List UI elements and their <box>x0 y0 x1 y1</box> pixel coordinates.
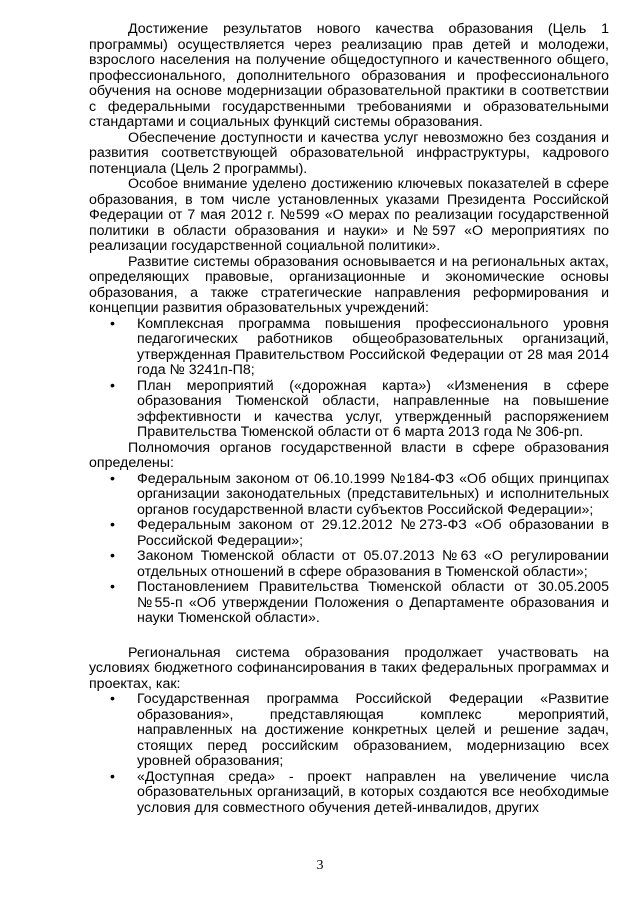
list-item-text: Государственная программа Российской Федерации «Развитие образования», представляющая комплекс мероприятий, направленных на достижение конкретных целей и решение задач, стоящих перед российским образованием, модернизацию всех уровней образования; <box>137 691 609 769</box>
paragraph-authority: Полномочия органов государственной власти в сфере образования определены: <box>89 439 609 471</box>
paragraph-goal-1: Достижение результатов нового качества образования (Цель 1 программы) осуществляется через реализацию прав детей и молодежи, взрослого населения на получение общедоступного и качественного общего, профессионального, дополнительного образования и профессионального обучения на основе модернизации образовательной практики в соответствии с федеральными государственными требованиями и образовательными стандартами и социальных функций системы образования. <box>89 21 609 130</box>
list-item-text: План мероприятий («дорожная карта») «Изменения в сфере образования Тюменской области, направленные на повышение эффективности и качества услуг, утвержденный распоряжением Правительства Тюменской области от 6 марта 2013 года № 306-рп. <box>137 377 609 440</box>
list-item <box>110 770 609 817</box>
bullet-icon: • <box>110 548 115 564</box>
authority-list <box>89 472 609 627</box>
document-body <box>89 22 609 816</box>
list-item-text: Комплексная программа повышения профессионального уровня педагогических работников общеобразовательных организаций, утвержденная Правительством Российской Федерации от 28 мая 2014 года № 3241п-П8; <box>137 315 609 378</box>
list-item-text: Федеральным законом от 29.12.2012 №273-ФЗ «Об образовании в Российской Федерации»; <box>137 517 609 549</box>
regional-acts-list <box>89 317 609 441</box>
federal-programs-list <box>89 692 609 816</box>
bullet-icon: • <box>110 691 115 707</box>
paragraph-goal-2: Обеспечение доступности и качества услуг невозможно без создания и развития соответствующей образовательной инфраструктуры, кадрового потенциала (Цель 2 программы). <box>89 129 609 177</box>
list-item-text: Законом Тюменской области от 05.07.2013 №63 «О регулировании отдельных отношений в сфере образования в Тюменской области»; <box>137 548 609 580</box>
bullet-icon: • <box>110 579 115 595</box>
list-item-text: Постановлением Правительства Тюменской области от 30.05.2005 №55-п «Об утверждении Положения о Департаменте образования и науки Тюменской области». <box>137 579 609 626</box>
list-item <box>110 580 609 627</box>
list-item <box>110 379 609 441</box>
paragraph-key-indicators: Особое внимание уделено достижению ключевых показателей в сфере образования, в том числе установленных указами Президента Российской Федерации от 7 мая 2012 г. №599 «О мерах по реализации государственной политики в области образования и науки» и №597 «О мероприятиях по реализации государственной социальной политики». <box>89 176 609 254</box>
paragraph-regional-acts: Развитие системы образования основывается и на региональных актах, определяющих правовые, организационные и экономические основы образования, а также стратегические направления реформирования и концепции развития образовательных учреждений: <box>89 253 609 316</box>
list-item-text: Федеральным законом от 06.10.1999 №184-ФЗ «Об общих принципах организации законодательных (представительных) и исполнительных органов государственной власти субъектов Российской Федерации»; <box>137 470 609 518</box>
list-item <box>110 549 609 580</box>
bullet-icon: • <box>110 377 115 394</box>
page-number: 3 <box>316 858 324 873</box>
list-item <box>110 472 609 519</box>
list-item <box>110 317 609 379</box>
bullet-icon: • <box>110 517 115 533</box>
paragraph-federal-programs: Региональная система образования продолжает участвовать на условиях бюджетного софинансирования в таких федеральных программах и проектах, как: <box>89 644 609 692</box>
list-item <box>110 518 609 549</box>
bullet-icon: • <box>110 470 115 487</box>
list-item-text: «Доступная среда» - проект направлен на увеличение числа образовательных организаций, в которых создаются все необходимые условия для совместного обучения детей-инвалидов, других <box>137 768 609 816</box>
bullet-icon: • <box>110 768 115 785</box>
list-item <box>110 692 609 770</box>
bullet-icon: • <box>110 315 115 332</box>
